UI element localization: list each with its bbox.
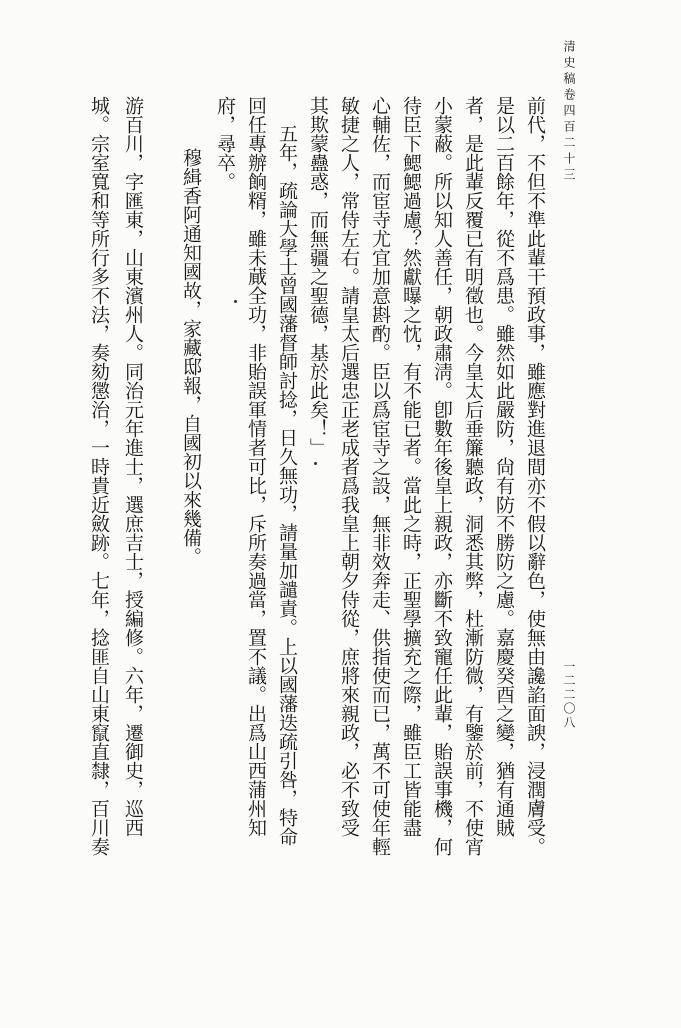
ink-mark: [314, 462, 317, 465]
text-column-7: 敏捷之人，常侍左右。請皇太后選忠正老成者爲我皇上朝夕侍從，庶將來親政，必不致受: [338, 96, 360, 837]
text-column-4: 小蒙蔽。所以知人善任，朝政肅淸。卽數年後皇上親政，亦斷不致寵任此輩，貽誤事機，何: [431, 96, 453, 856]
text-column-3: 者，是此輩反覆已有明徵也。今皇太后垂簾聽政，洞悉其弊，杜漸防微，有鑒於前，不使宵: [462, 96, 484, 856]
text-column-13: 游百川，字匯東，山東濱州人。同治元年進士，選庶吉士，授編修。六年，遷御史，巡西: [122, 96, 144, 837]
text-column-12: 穆緝香阿通知國故，家藏邸報，自國初以來幾備。: [180, 148, 202, 566]
running-title: 清史稿卷四百二十三: [562, 40, 576, 184]
text-column-11: 府，尋卒。: [214, 96, 236, 191]
text-column-8: 其欺蒙蠱惑，而無疆之聖德，基於此矣！」: [307, 96, 329, 457]
ink-mark: [234, 300, 237, 303]
text-column-9: 五年，疏論大學士曾國藩督師討捻，日久無功，請量加譴責。上以國藩迭疏引咎，特命: [276, 124, 298, 846]
text-column-6: 心輔佐，而宦寺尤宜加意斟酌。臣以爲宦寺之設，無非效奔走、供指使而已，萬不可使年輕: [369, 96, 391, 856]
text-column-10: 回任專辦餉糈，雖未蕆全功，非貽誤軍情者可比，斥所奏過當，置不議。出爲山西蒲州知: [245, 96, 267, 837]
page-number: 一二二〇八: [562, 660, 576, 730]
text-column-14: 城。宗室寬和等所行多不法，奏劾懲治，一時貴近斂跡。七年，捻匪自山東竄直隸，百川奏: [88, 96, 110, 856]
text-column-2: 是以二百餘年，從不爲患。雖然如此嚴防，尙有防不勝防之慮。嘉慶癸酉之變，猶有通賊: [493, 96, 515, 837]
text-column-1: 前代，不但不準此輩干預政事，雖應對進退間亦不假以辭色，使無由讒諂面諛，浸潤膚受。: [524, 96, 546, 856]
text-column-5: 待臣下鰓鰓過慮？然獻曝之忱，有不能已者。當此之時，正聖學擴充之際，雖臣工皆能盡: [400, 96, 422, 837]
